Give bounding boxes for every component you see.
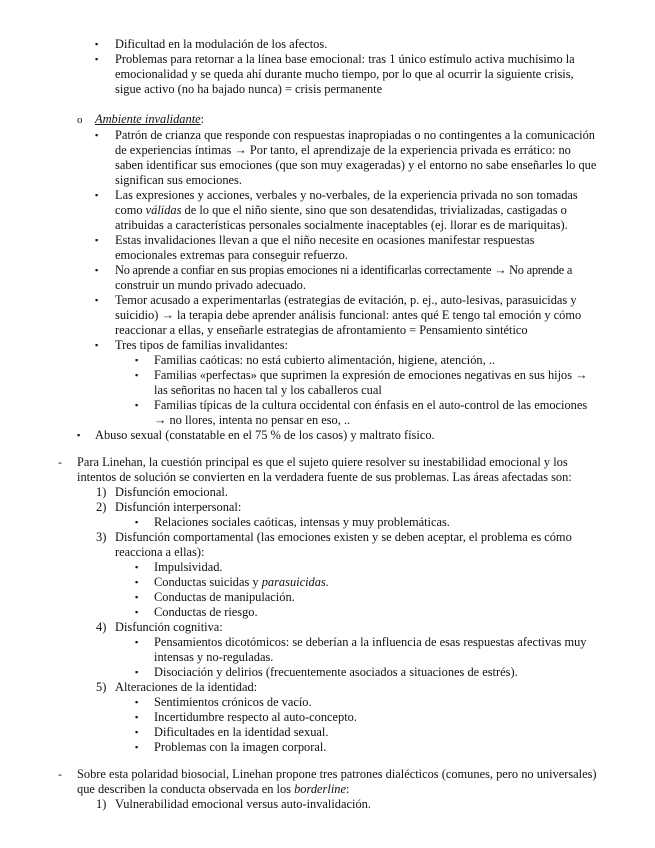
- text-line: [115, 203, 567, 218]
- text-line: intensas y no-reguladas.: [154, 650, 274, 664]
- text-line: saben identificar sus emociones (que son muy exageradas) y el entorno no sabe enseñarles lo que: [115, 158, 597, 172]
- emphasis-text: parasuicidas.: [261, 575, 329, 589]
- list-number: 4): [96, 620, 107, 634]
- text-line: Familias típicas de la cultura occidental con énfasis en el auto-control de las emociones: [154, 398, 588, 412]
- ambiente-heading: Ambiente invalidante: [95, 112, 201, 126]
- text-line: de experiencias íntimas → Por tanto, el aprendizaje de la experiencia privada es errático: no: [115, 143, 571, 157]
- text-line: Problemas con la imagen corporal.: [154, 740, 327, 754]
- text-line: Abuso sexual (constatable en el 75 % de los casos) y maltrato físico.: [95, 428, 435, 442]
- bullet-icon: [135, 515, 138, 530]
- text-line: reacciona a ellas):: [115, 545, 205, 559]
- bullet-icon: [135, 740, 138, 755]
- text-line: reaccionar a ellas, y enseñarle estrategias de afrontamiento = Pensamiento sintético: [115, 323, 528, 337]
- text-line: Tres tipos de familias invalidantes:: [115, 338, 288, 352]
- text-line: Disociación y delirios (frecuentemente asociados a situaciones de estrés).: [154, 665, 518, 679]
- text-line: Incertidumbre respecto al auto-concepto.: [154, 710, 357, 724]
- heading-colon: :: [200, 112, 205, 126]
- list-number: 2): [96, 500, 107, 514]
- text-line: Impulsividad.: [154, 560, 223, 574]
- text-line: las señoritas no hacen tal y los caballeros cual: [154, 383, 382, 397]
- list-number: 3): [96, 530, 107, 544]
- text-line: emocionalidad y se queda ahí durante mucho tiempo, por lo que al ocurrir la siguiente crisis,: [115, 67, 574, 81]
- text-line: Estas invalidaciones llevan a que el niño necesite en ocasiones manifestar respuestas: [115, 233, 535, 247]
- text-line: Pensamientos dicotómicos: se deberían a la influencia de esas respuestas afectivas muy: [154, 635, 587, 649]
- text-line: Dificultad en la modulación de los afectos.: [115, 37, 328, 51]
- text-line: Disfunción interpersonal:: [115, 500, 242, 514]
- text-line: Familias «perfectas» que suprimen la expresión de emociones negativas en sus hijos →: [154, 368, 588, 382]
- text-fragment: :: [345, 782, 350, 796]
- text-line: Conductas de manipulación.: [154, 590, 295, 604]
- text-line: Disfunción emocional.: [115, 485, 228, 499]
- bullet-icon: [95, 52, 98, 67]
- circle-bullet-icon: [77, 113, 83, 128]
- bullet-icon: [95, 263, 98, 278]
- text-line: [77, 782, 349, 797]
- bullet-icon: [77, 428, 80, 443]
- text-fragment: de lo que el niño siente, sino que son desatendidas, trivializadas, castigadas o: [181, 203, 567, 217]
- bullet-icon: [135, 605, 138, 620]
- list-number: 5): [96, 680, 107, 694]
- text-line: Alteraciones de la identidad:: [115, 680, 258, 694]
- text-line: Disfunción comportamental (las emociones existen y se deben aceptar, el problema es cómo: [115, 530, 572, 544]
- text-line: Las expresiones y acciones, verbales y no-verbales, de la experiencia privada no son tomadas: [115, 188, 578, 202]
- text-line: Temor acusado a experimentarlas (estrategias de evitación, p. ej., auto-lesivas, parasuicidas y: [115, 293, 577, 307]
- bullet-icon: [135, 635, 138, 650]
- list-number: 1): [96, 485, 107, 499]
- dash-bullet-icon: [58, 767, 62, 783]
- bullet-icon: [95, 188, 98, 203]
- text-line: → no llores, intenta no pensar en eso, ..: [154, 413, 351, 427]
- bullet-icon: [135, 353, 138, 368]
- text-line: Vulnerabilidad emocional versus auto-invalidación.: [115, 797, 371, 811]
- bullet-icon: [95, 233, 98, 248]
- bullet-icon: [95, 338, 98, 353]
- list-number: 1): [96, 797, 107, 811]
- bullet-icon: [135, 575, 138, 590]
- text-line: [154, 575, 329, 590]
- text-line: sigue activo (no ha bajado nunca) = crisis permanente: [115, 82, 383, 96]
- text-line: emocionales extremas para conseguir refuerzo.: [115, 248, 348, 262]
- bullet-icon: [135, 665, 138, 680]
- text-line: Problemas para retornar a la línea base emocional: tras 1 único estímulo activa muchísimo la: [115, 52, 575, 66]
- dash-bullet-icon: [58, 455, 62, 471]
- text-fragment: como: [115, 203, 146, 217]
- bullet-icon: [95, 128, 98, 143]
- bullet-icon: [95, 293, 98, 308]
- text-line: Conductas de riesgo.: [154, 605, 258, 619]
- text-line: Para Linehan, la cuestión principal es que el sujeto quiere resolver su inestabilidad emocional y los: [77, 455, 568, 469]
- text-fragment: que describen la conducta observada en los: [77, 782, 295, 796]
- text-line: significan sus emociones.: [115, 173, 242, 187]
- text-line: Sobre esta polaridad biosocial, Linehan propone tres patrones dialécticos (comunes, pero no universales): [77, 767, 597, 781]
- bullet-icon: [135, 398, 138, 413]
- bullet-icon: [135, 590, 138, 605]
- bullet-icon: [135, 725, 138, 740]
- bullet-icon: [135, 368, 138, 383]
- section-heading: [95, 112, 204, 127]
- text-line: Sentimientos crónicos de vacío.: [154, 695, 312, 709]
- text-line: atribuidas a características personales socialmente inaceptables (ej. llorar es de mariquitas).: [115, 218, 568, 232]
- text-line: intentos de solución se convierten en la verdadera fuente de sus problemas. Las áreas afectadas son:: [77, 470, 572, 484]
- bullet-icon: [135, 710, 138, 725]
- text-line: construir un mundo privado adecuado.: [115, 278, 306, 292]
- text-line: suicidio) → la terapia debe aprender análisis funcional: antes qué E tengo tal emoción y cómo: [115, 308, 582, 322]
- text-fragment: Conductas suicidas y: [154, 575, 262, 589]
- text-line: Familias caóticas: no está cubierto alimentación, higiene, atención, ..: [154, 353, 495, 367]
- text-line: Dificultades en la identidad sexual.: [154, 725, 329, 739]
- bullet-icon: [135, 560, 138, 575]
- emphasis-text: válidas: [145, 203, 182, 217]
- text-line: Relaciones sociales caóticas, intensas y muy problemáticas.: [154, 515, 450, 529]
- bullet-icon: [95, 37, 98, 52]
- text-line: No aprende a confiar en sus propias emociones ni a identificarlas correctamente → No aprende a: [115, 263, 573, 277]
- text-line: Disfunción cognitiva:: [115, 620, 223, 634]
- emphasis-text: borderline: [294, 782, 346, 796]
- text-line: Patrón de crianza que responde con respuestas inapropiadas o no contingentes a la comunicación: [115, 128, 595, 142]
- bullet-icon: [135, 695, 138, 710]
